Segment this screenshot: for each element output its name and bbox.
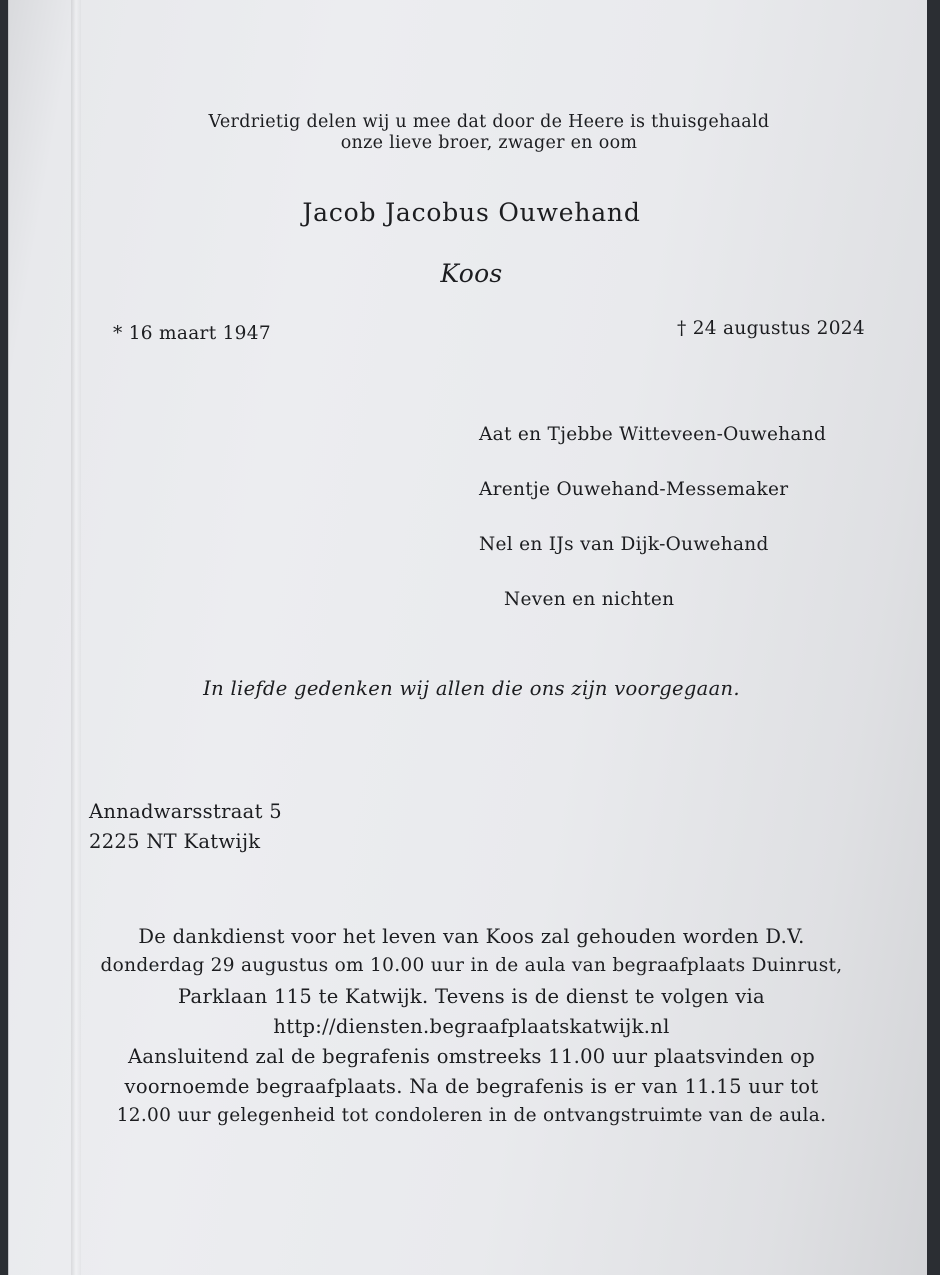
death-date: † 24 augustus 2024 (677, 318, 865, 339)
deceased-nickname: Koos (440, 259, 503, 288)
memorial-card (8, 0, 934, 1275)
service-line-4: http://diensten.begraafplaatskatwijk.nl (273, 1015, 670, 1038)
service-line-7: 12.00 uur gelegenheid tot condoleren in de ontvangstruimte van de aula. (116, 1105, 827, 1126)
deceased-full-name: Jacob Jacobus Ouwehand (302, 198, 641, 227)
service-line-2: donderdag 29 augustus om 10.00 uur in de aula van begraafplaats Duinrust, (100, 955, 843, 976)
intro-line-1: Verdrietig delen wij u mee dat door de Heere is thuisgehaald (208, 112, 770, 132)
family-line-1: Aat en Tjebbe Witteveen-Ouwehand (479, 424, 827, 445)
service-line-5: Aansluitend zal de begrafenis omstreeks 11.00 uur plaatsvinden op (128, 1045, 815, 1068)
address-city: 2225 NT Katwijk (89, 830, 261, 853)
address-street: Annadwarsstraat 5 (89, 800, 282, 823)
memorial-motto: In liefde gedenken wij allen die ons zijn voorgegaan. (203, 677, 740, 700)
intro-line-2: onze lieve broer, zwager en oom (340, 133, 638, 153)
family-line-4: Neven en nichten (504, 589, 675, 610)
birth-date: * 16 maart 1947 (113, 323, 271, 344)
service-line-6: voornoemde begraafplaats. Na de begrafenis is er van 11.15 uur tot (124, 1075, 819, 1098)
service-line-3: Parklaan 115 te Katwijk. Tevens is de dienst te volgen via (178, 985, 765, 1008)
service-line-1: De dankdienst voor het leven van Koos zal gehouden worden D.V. (138, 925, 805, 948)
family-line-3: Nel en IJs van Dijk-Ouwehand (479, 534, 769, 555)
family-line-2: Arentje Ouwehand-Messemaker (479, 479, 789, 500)
